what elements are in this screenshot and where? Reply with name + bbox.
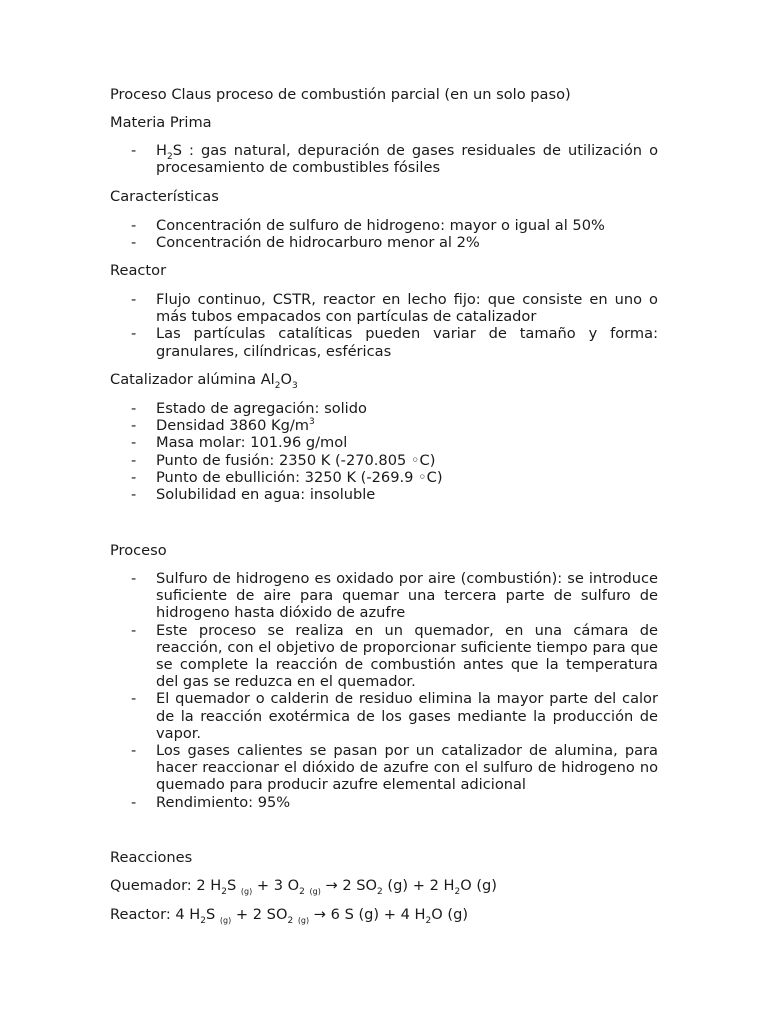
proceso-list xyxy=(110,570,658,811)
catalizador-list xyxy=(110,400,658,503)
list-item: - Punto de fusión: 2350 K (-270.805 ◦C) xyxy=(131,451,436,469)
materia-prima-heading: Materia Prima xyxy=(110,114,212,131)
materia-prima-list xyxy=(110,142,658,176)
reactor-list xyxy=(110,291,658,360)
list-item: - Punto de ebullición: 3250 K (-269.9 ◦C) xyxy=(131,468,443,486)
reaction-reactor: Reactor: 4 $H_2S$ $_{(g)}$ + 2 $SO_2$ $_{(g)}$ → 6 S (g) + 4 $H_2O$ (g) xyxy=(110,906,469,926)
list-item: - Las partículas catalíticas pueden variar de tamaño y forma: granulares, cilíndricas, esféricas xyxy=(131,325,658,360)
caracteristicas-heading: Características xyxy=(110,188,219,205)
proceso-heading: Proceso xyxy=(110,542,167,559)
list-item: - Densidad 3860 $Kg/m^3$ xyxy=(131,417,315,435)
document-title: Proceso Claus proceso de combustión parcial (en un solo paso) xyxy=(110,86,571,103)
list-item: - Este proceso se realiza en un quemador, en una cámara de reacción, con el objetivo de proporcionar suficiente tiempo para que se complete la reacción de combustión antes que la temperatura del gas se reduzca en el quemador. xyxy=(131,621,658,691)
list-item: - Concentración de hidrocarburo menor al 2% xyxy=(131,234,480,252)
list-item: - Rendimiento: 95% xyxy=(131,793,291,811)
reacciones-heading: Reacciones xyxy=(110,849,193,866)
reaction-quemador: Quemador: 2 $H_2S$ $_{(g)}$ + 3 $O_2$ $_{(g)}$ → 2 $SO_2$ (g) + 2 $H_2O$ (g) xyxy=(110,877,497,897)
caracteristicas-list xyxy=(110,217,658,251)
list-item: - Solubilidad en agua: insoluble xyxy=(131,486,376,504)
list-item: - Concentración de sulfuro de hidrogeno: mayor o igual al 50% xyxy=(131,217,605,234)
reactor-heading: Reactor xyxy=(110,262,167,279)
list-item: - El quemador o calderin de residuo elimina la mayor parte del calor de la reacción exotérmica de los gases mediante la producción de vapor. xyxy=(131,690,658,742)
list-item: - Los gases calientes se pasan por un catalizador de alumina, para hacer reaccionar el dióxido de azufre con el sulfuro de hidrogeno no quemado para producir azufre elemental adicional xyxy=(131,742,658,794)
list-item: - Flujo continuo, CSTR, reactor en lecho fijo: que consiste en uno o más tubos empacados con partículas de catalizador xyxy=(131,291,658,326)
list-item: - Sulfuro de hidrogeno es oxidado por aire (combustión): se introduce suficiente de aire para quemar una tercera parte de sulfuro de hidrogeno hasta dióxido de azufre xyxy=(131,570,658,622)
list-item: - Estado de agregación: solido xyxy=(131,400,367,417)
catalizador-heading: Catalizador alúmina $Al_2O_3$ xyxy=(110,371,298,391)
list-item: - $H_2S$ : gas natural, depuración de gases residuales de utilización o procesamiento de combustibles fósiles xyxy=(131,142,658,177)
list-item: - Masa molar: 101.96 g/mol xyxy=(131,434,348,452)
